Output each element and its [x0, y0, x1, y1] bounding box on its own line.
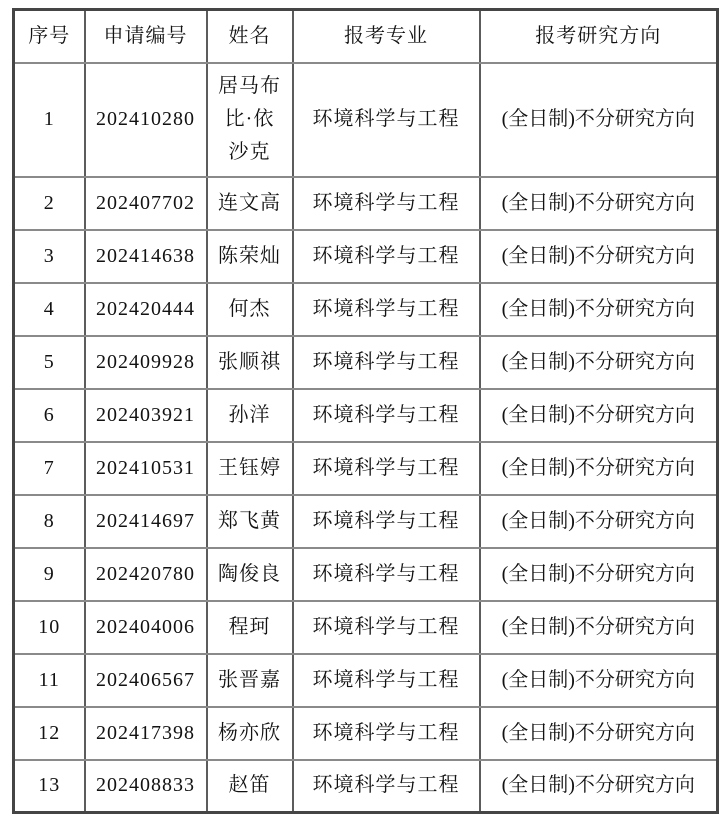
- cell-direction: (全日制)不分研究方向: [480, 601, 718, 654]
- cell-name: 程珂: [207, 601, 293, 654]
- cell-major: 环境科学与工程: [293, 601, 480, 654]
- applicants-table: [12, 8, 719, 814]
- cell-major: 环境科学与工程: [293, 230, 480, 283]
- cell-name: 赵笛: [207, 760, 293, 813]
- cell-major: 环境科学与工程: [293, 495, 480, 548]
- cell-serial: 8: [14, 495, 85, 548]
- cell-serial: 4: [14, 283, 85, 336]
- header-serial: 序号: [14, 10, 85, 63]
- header-name: 姓名: [207, 10, 293, 63]
- cell-major: 环境科学与工程: [293, 707, 480, 760]
- cell-name: 连文高: [207, 177, 293, 230]
- cell-serial: 7: [14, 442, 85, 495]
- table-row: [14, 283, 718, 336]
- table-row: [14, 389, 718, 442]
- cell-direction: (全日制)不分研究方向: [480, 760, 718, 813]
- cell-application-id: 202409928: [85, 336, 207, 389]
- cell-name: 陈荣灿: [207, 230, 293, 283]
- cell-name: 居马布比·依沙克: [207, 63, 293, 177]
- cell-major: 环境科学与工程: [293, 760, 480, 813]
- cell-direction: (全日制)不分研究方向: [480, 442, 718, 495]
- header-row: [14, 10, 718, 63]
- cell-application-id: 202417398: [85, 707, 207, 760]
- cell-name: 陶俊良: [207, 548, 293, 601]
- header-direction: 报考研究方向: [480, 10, 718, 63]
- cell-application-id: 202414638: [85, 230, 207, 283]
- cell-direction: (全日制)不分研究方向: [480, 230, 718, 283]
- table-row: [14, 336, 718, 389]
- cell-application-id: 202420444: [85, 283, 207, 336]
- cell-serial: 9: [14, 548, 85, 601]
- cell-major: 环境科学与工程: [293, 336, 480, 389]
- cell-direction: (全日制)不分研究方向: [480, 707, 718, 760]
- cell-application-id: 202410531: [85, 442, 207, 495]
- cell-major: 环境科学与工程: [293, 654, 480, 707]
- cell-major: 环境科学与工程: [293, 442, 480, 495]
- cell-direction: (全日制)不分研究方向: [480, 389, 718, 442]
- table-row: [14, 442, 718, 495]
- cell-name: 何杰: [207, 283, 293, 336]
- cell-major: 环境科学与工程: [293, 283, 480, 336]
- cell-serial: 12: [14, 707, 85, 760]
- cell-application-id: 202404006: [85, 601, 207, 654]
- table-row: [14, 707, 718, 760]
- table-row: [14, 230, 718, 283]
- cell-name: 王钰婷: [207, 442, 293, 495]
- table-row: [14, 548, 718, 601]
- cell-name: 张晋嘉: [207, 654, 293, 707]
- cell-direction: (全日制)不分研究方向: [480, 654, 718, 707]
- table-row: [14, 760, 718, 813]
- cell-name: 郑飞黄: [207, 495, 293, 548]
- cell-application-id: 202403921: [85, 389, 207, 442]
- cell-serial: 2: [14, 177, 85, 230]
- cell-name: 杨亦欣: [207, 707, 293, 760]
- cell-direction: (全日制)不分研究方向: [480, 495, 718, 548]
- header-major: 报考专业: [293, 10, 480, 63]
- cell-serial: 1: [14, 63, 85, 177]
- cell-application-id: 202410280: [85, 63, 207, 177]
- cell-application-id: 202407702: [85, 177, 207, 230]
- cell-direction: (全日制)不分研究方向: [480, 63, 718, 177]
- applicants-table-area: [12, 8, 719, 814]
- table-row: [14, 177, 718, 230]
- cell-major: 环境科学与工程: [293, 548, 480, 601]
- cell-major: 环境科学与工程: [293, 389, 480, 442]
- cell-serial: 3: [14, 230, 85, 283]
- table-body: [14, 63, 718, 813]
- cell-application-id: 202414697: [85, 495, 207, 548]
- cell-serial: 11: [14, 654, 85, 707]
- cell-serial: 13: [14, 760, 85, 813]
- cell-major: 环境科学与工程: [293, 63, 480, 177]
- table-row: [14, 654, 718, 707]
- cell-name: 孙洋: [207, 389, 293, 442]
- cell-major: 环境科学与工程: [293, 177, 480, 230]
- cell-application-id: 202408833: [85, 760, 207, 813]
- cell-direction: (全日制)不分研究方向: [480, 548, 718, 601]
- cell-direction: (全日制)不分研究方向: [480, 283, 718, 336]
- header-application-id: 申请编号: [85, 10, 207, 63]
- table-row: [14, 601, 718, 654]
- cell-direction: (全日制)不分研究方向: [480, 177, 718, 230]
- cell-serial: 10: [14, 601, 85, 654]
- table-row: [14, 495, 718, 548]
- cell-application-id: 202406567: [85, 654, 207, 707]
- table-row: [14, 63, 718, 177]
- cell-serial: 5: [14, 336, 85, 389]
- cell-direction: (全日制)不分研究方向: [480, 336, 718, 389]
- table-header: [14, 10, 718, 63]
- cell-application-id: 202420780: [85, 548, 207, 601]
- cell-name: 张顺祺: [207, 336, 293, 389]
- cell-serial: 6: [14, 389, 85, 442]
